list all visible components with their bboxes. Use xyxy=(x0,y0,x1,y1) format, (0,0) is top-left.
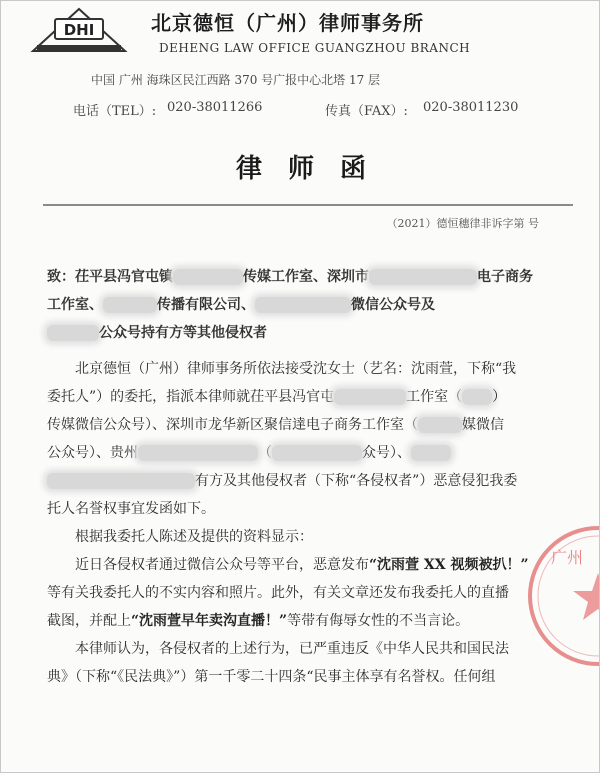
paragraph-entrustment: 北京德恒（广州）律师事务所依法接受沈女士（艺名：沈雨萱，下称“我 委托人”）的委托，指派本律师就茌平县冯官屯 工作室（ ） 传媒微信公众号）、深圳市龙华新区聚信達电子商务工作室（ 媒微信 公众号）、贵州 （ 众号）、 有方及其他侵权者（下称“各侵权者”）恶意侵犯我委 托人名誉权事宜发函如下。 xyxy=(47,361,518,517)
letter-body xyxy=(47,263,577,691)
redacted-text xyxy=(47,325,99,341)
redacted-text xyxy=(47,473,195,489)
official-seal-stamp xyxy=(523,521,600,671)
addressee-line: 公众号持有方等其他侵权者 xyxy=(47,319,577,347)
svg-text:广州: 广州 xyxy=(551,548,584,567)
redacted-text xyxy=(138,445,258,461)
paragraph-facts: 近日各侵权者通过微信公众号等平台，恶意发布“沈雨萱 XX 视频被扒！” 等有关我委托人的不实内容和照片。此外，有关文章还发布我委托人的直播 截图，并配上“沈雨萱早年卖沟直播！”等带有侮辱女性的不当言论。 xyxy=(47,557,529,629)
redacted-text xyxy=(418,417,462,433)
tel-label: 电话（TEL）: xyxy=(73,104,157,119)
redacted-text xyxy=(272,445,362,461)
addressee-line: 致：茌平县冯官屯镇 传媒工作室、深圳市 电子商务 xyxy=(47,269,533,285)
logo-text: DHI xyxy=(63,21,95,39)
addressee-line: 工作室、 传播有限公司、 微信公众号及 xyxy=(47,297,435,313)
header-divider xyxy=(43,204,573,206)
firm-name-en: DEHENG LAW OFFICE GUANGZHOU BRANCH xyxy=(159,41,471,55)
reference-number: （2021）德恒穗律非诉字第 号 xyxy=(386,217,539,230)
redacted-text xyxy=(462,389,492,405)
fax-number: 020-38011230 xyxy=(423,100,519,115)
redacted-text xyxy=(255,297,351,313)
firm-address: 中国 广州 海珠区民江西路 370 号广报中心北塔 17 层 xyxy=(91,73,381,87)
redacted-text xyxy=(173,269,243,285)
redacted-text xyxy=(103,297,157,313)
redacted-text xyxy=(369,269,477,285)
tel-number: 020-38011266 xyxy=(167,100,263,115)
redacted-text xyxy=(334,389,406,405)
paragraph-legal-opinion: 本律师认为，各侵权者的上述行为，已严重违反《中华人民共和国民法 典》（下称“《民法典》”）第一千零二十四条“民事主体享有名誉权。任何组 xyxy=(47,641,509,685)
paragraph-facts-intro: 根据我委托人陈述及提供的资料显示： xyxy=(75,529,313,545)
letter-title: 律师函 xyxy=(235,154,392,184)
firm-name-cn: 北京德恒（广州）律师事务所 xyxy=(151,11,424,35)
deheng-logo-icon xyxy=(29,5,129,53)
redacted-text xyxy=(411,445,451,461)
addressee-block xyxy=(47,263,577,347)
fax-label: 传真（FAX）: xyxy=(325,104,408,119)
